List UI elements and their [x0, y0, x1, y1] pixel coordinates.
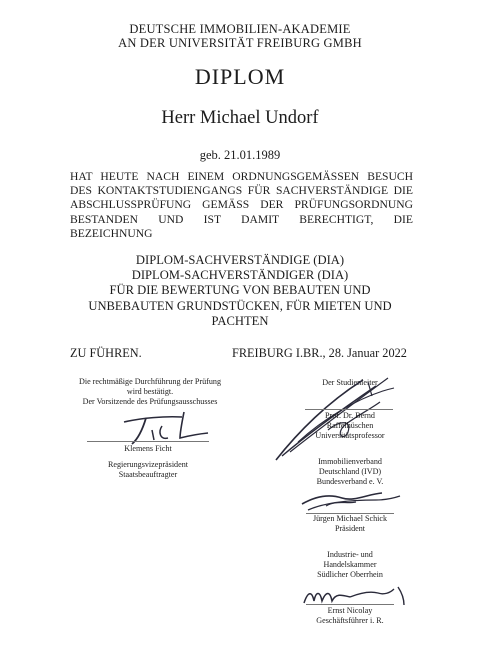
left-note-line1: Die rechtmäßige Durchführung der Prüfung — [78, 377, 222, 386]
signature-schick — [296, 488, 406, 514]
body-line: ABSCHLUSSPRÜFUNG GEMÄSS DER PRÜFUNGSORDNUNG — [70, 198, 413, 212]
ivd-org-line2: Deutschland (IVD) — [318, 467, 382, 476]
right-signatory1-name: Prof. Dr. Bernd — [325, 411, 375, 420]
ihk-org-line3: Südlicher Oberrhein — [317, 570, 383, 579]
body-line: DES KONTAKTSTUDIENGANGS FÜR SACHVERSTÄNDIGE DIE — [70, 184, 413, 198]
degree-line: DIPLOM-SACHVERSTÄNDIGE (DIA) — [135, 253, 345, 267]
body-line: BEZEICHNUNG — [70, 226, 153, 240]
degree-line: DIPLOM-SACHVERSTÄNDIGER (DIA) — [131, 268, 349, 282]
ivd-org-line3: Bundesverband e. V. — [316, 477, 384, 486]
right-signatory1-role: Universitätsprofessor — [315, 431, 385, 440]
birth-date: geb. 21.01.1989 — [199, 148, 281, 162]
recipient-name: Herr Michael Undorf — [161, 108, 319, 128]
degree-line: UNBEBAUTEN GRUNDSTÜCKEN, FÜR MIETEN UND — [88, 299, 392, 313]
ihk-org-line1: Industrie- und — [327, 550, 373, 559]
signature-line — [306, 604, 394, 605]
right-heading-studienleiter: Der Studienleiter — [322, 378, 378, 387]
certificate-body — [70, 170, 413, 241]
ihk-signatory-role: Geschäftsführer i. R. — [316, 616, 384, 625]
academy-name-line1: DEUTSCHE IMMOBILIEN-AKADEMIE — [129, 22, 351, 36]
left-note-line3: Der Vorsitzende des Prüfungsausschusses — [82, 397, 218, 406]
ivd-signatory-role: Präsident — [334, 524, 366, 533]
ihk-org-line2: Handelskammer — [323, 560, 377, 569]
right-signatory1-name2: Raffelhüschen — [326, 421, 374, 430]
degree-line: FÜR DIE BEWERTUNG VON BEBAUTEN UND — [109, 283, 371, 297]
document-title: DIPLOM — [194, 64, 286, 89]
place-and-date: FREIBURG I.BR., 28. Januar 2022 — [232, 346, 407, 360]
ihk-signatory-name: Ernst Nicolay — [327, 606, 373, 615]
signature-line — [305, 409, 393, 410]
body-line: BESTANDEN UND IST DAMIT BERECHTIGT, DIE — [70, 212, 413, 226]
body-line: HAT HEUTE NACH EINEM ORDNUNGSGEMÄSSEN BESUCH — [70, 170, 413, 183]
ivd-signatory-name: Jürgen Michael Schick — [312, 514, 388, 523]
ivd-org-line1: Immobilienverband — [318, 457, 382, 466]
degree-line: PACHTEN — [211, 314, 269, 328]
left-signatory-role1: Regierungsvizepräsident — [107, 460, 188, 469]
left-signatory-name: Klemens Ficht — [124, 444, 172, 453]
closing-phrase: ZU FÜHREN. — [70, 346, 142, 360]
left-note-line2: wird bestätigt. — [126, 387, 174, 396]
left-signatory-role2: Staatsbeauftragter — [118, 470, 178, 479]
academy-name-line2: AN DER UNIVERSITÄT FREIBURG GMBH — [118, 36, 362, 50]
signature-line — [87, 441, 209, 442]
